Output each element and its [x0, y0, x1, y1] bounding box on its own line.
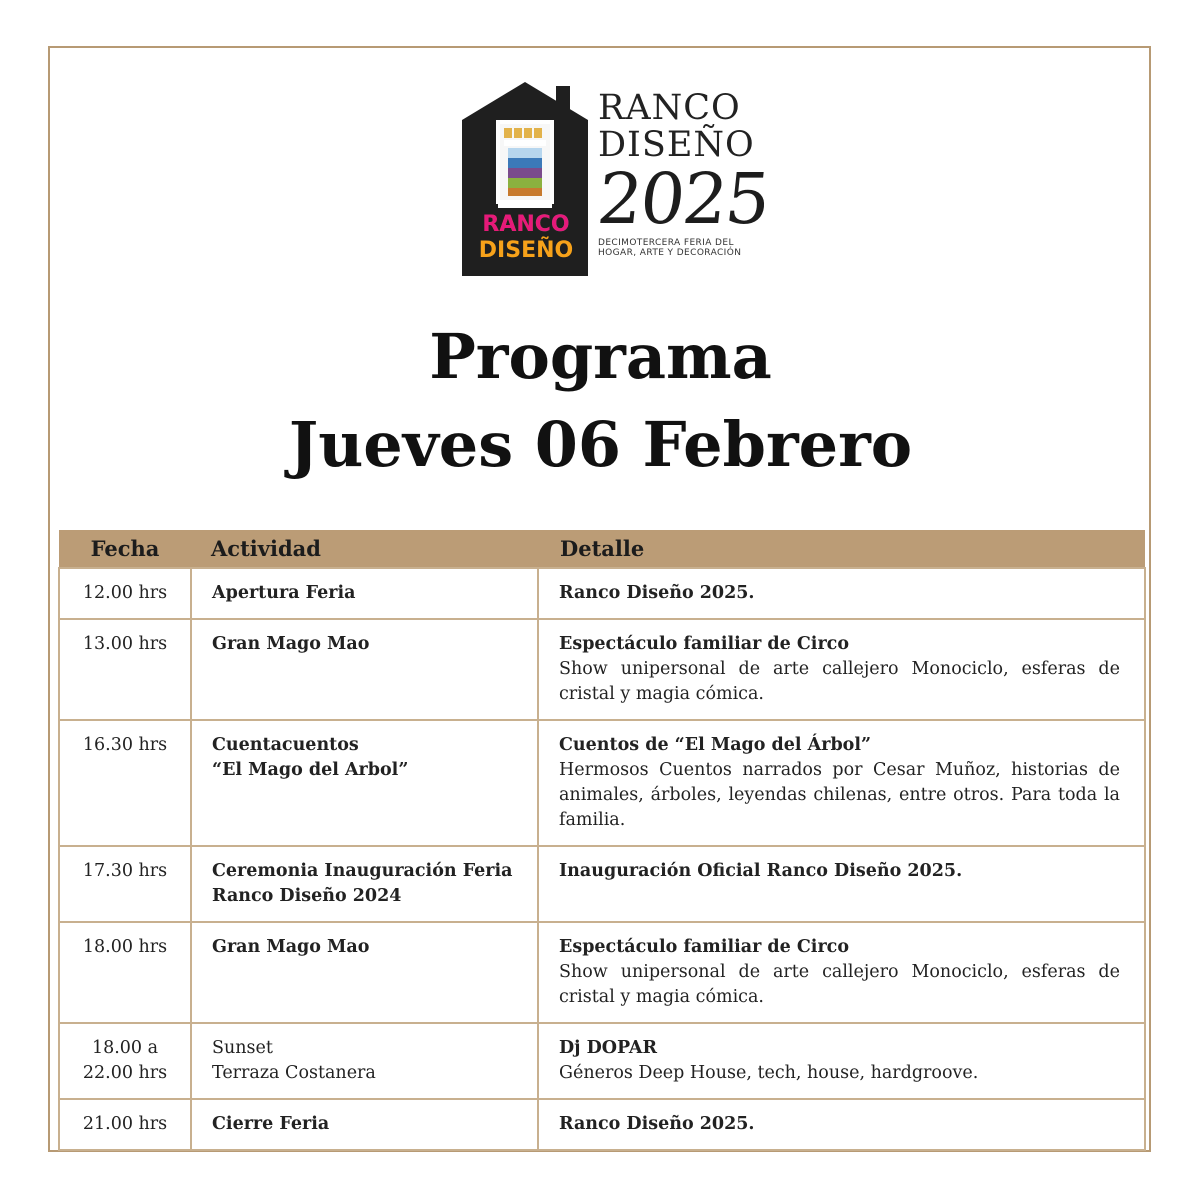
brand-subtitle1: DECIMOTERCERA FERIA DEL: [598, 238, 734, 248]
table-row: [59, 720, 1145, 846]
activity-text: Gran Mago Mao: [212, 634, 370, 654]
detail-text: Hermosos Cuentos narrados por Cesar Muñoz, historias de animales, árboles, leyendas chilenas, entre otros. Para toda la familia.: [559, 760, 1120, 830]
activity-text: Ranco Diseño 2024: [212, 886, 402, 906]
cell-activity: [191, 619, 538, 720]
activity-text: Cierre Feria: [212, 1114, 330, 1134]
detail-text: Show unipersonal de arte callejero Monociclo, esferas de cristal y magia cómica.: [559, 962, 1120, 1007]
time-text: 18.00 a: [91, 1038, 159, 1058]
cell-time: [59, 1023, 191, 1099]
cell-activity: [191, 568, 538, 619]
table-row: [59, 846, 1145, 922]
program-table: [58, 530, 1146, 1151]
table-row: [59, 619, 1145, 720]
cell-detail: [538, 1023, 1145, 1099]
cell-activity: [191, 922, 538, 1023]
logo: [458, 80, 773, 280]
cell-time: [59, 720, 191, 846]
table-row: [59, 1099, 1145, 1150]
brand-text: [593, 88, 773, 258]
time-text: 12.00 hrs: [82, 583, 168, 603]
header-detalle: Detalle: [538, 530, 1145, 568]
cell-detail: [538, 619, 1145, 720]
cell-detail: [538, 568, 1145, 619]
cell-detail: [538, 1099, 1145, 1150]
cell-activity: [191, 720, 538, 846]
time-text: 13.00 hrs: [82, 634, 168, 654]
table-row: [59, 1023, 1145, 1099]
table-header-row: [59, 530, 1145, 568]
detail-title: Espectáculo familiar de Circo: [559, 634, 849, 654]
brand-line1: RANCO: [598, 88, 741, 128]
cell-detail: [538, 922, 1145, 1023]
brand-year: 2025: [593, 158, 773, 240]
time-text: 17.30 hrs: [82, 861, 168, 881]
activity-text: “El Mago del Arbol”: [212, 760, 409, 780]
cell-time: [59, 922, 191, 1023]
detail-text: Géneros Deep House, tech, house, hardgroove.: [559, 1063, 979, 1083]
activity-text: Gran Mago Mao: [212, 937, 370, 957]
detail-title: Inauguración Oficial Ranco Diseño 2025.: [559, 861, 963, 881]
activity-text: Ceremonia Inauguración Feria: [212, 861, 513, 881]
time-text: 21.00 hrs: [82, 1114, 168, 1134]
cell-time: [59, 619, 191, 720]
brand-line2: DISEÑO: [598, 125, 755, 165]
detail-title: Espectáculo familiar de Circo: [559, 937, 849, 957]
cell-activity: [191, 1023, 538, 1099]
cell-time: [59, 1099, 191, 1150]
cell-activity: [191, 1099, 538, 1150]
time-text: 18.00 hrs: [82, 937, 168, 957]
cell-detail: [538, 720, 1145, 846]
detail-title: Ranco Diseño 2025.: [559, 583, 755, 603]
cell-time: [59, 568, 191, 619]
brand-subtitle2: HOGAR, ARTE Y DECORACIÓN: [598, 248, 742, 258]
cell-detail: [538, 846, 1145, 922]
detail-title: Dj DOPAR: [559, 1038, 658, 1058]
activity-text: Cuentacuentos: [212, 735, 359, 755]
activity-text: Sunset: [212, 1038, 273, 1058]
cell-time: [59, 846, 191, 922]
activity-text: Terraza Costanera: [212, 1063, 376, 1083]
cell-activity: [191, 846, 538, 922]
logo-badge-text: [470, 212, 582, 264]
table-row: [59, 922, 1145, 1023]
detail-text: Show unipersonal de arte callejero Monociclo, esferas de cristal y magia cómica.: [559, 659, 1120, 704]
header-fecha: Fecha: [59, 530, 191, 568]
badge-line1: RANCO: [470, 212, 582, 238]
detail-title: Cuentos de “El Mago del Árbol”: [559, 735, 872, 755]
activity-text: Apertura Feria: [212, 583, 356, 603]
table-row: [59, 568, 1145, 619]
badge-line2: DISEÑO: [478, 238, 574, 263]
header-actividad: Actividad: [191, 530, 538, 568]
page-title: Programa: [429, 320, 772, 393]
time-text: 16.30 hrs: [82, 735, 168, 755]
page-subtitle-date: Jueves 06 Febrero: [288, 408, 913, 481]
detail-title: Ranco Diseño 2025.: [559, 1114, 755, 1134]
time-text: 22.00 hrs: [82, 1063, 168, 1083]
